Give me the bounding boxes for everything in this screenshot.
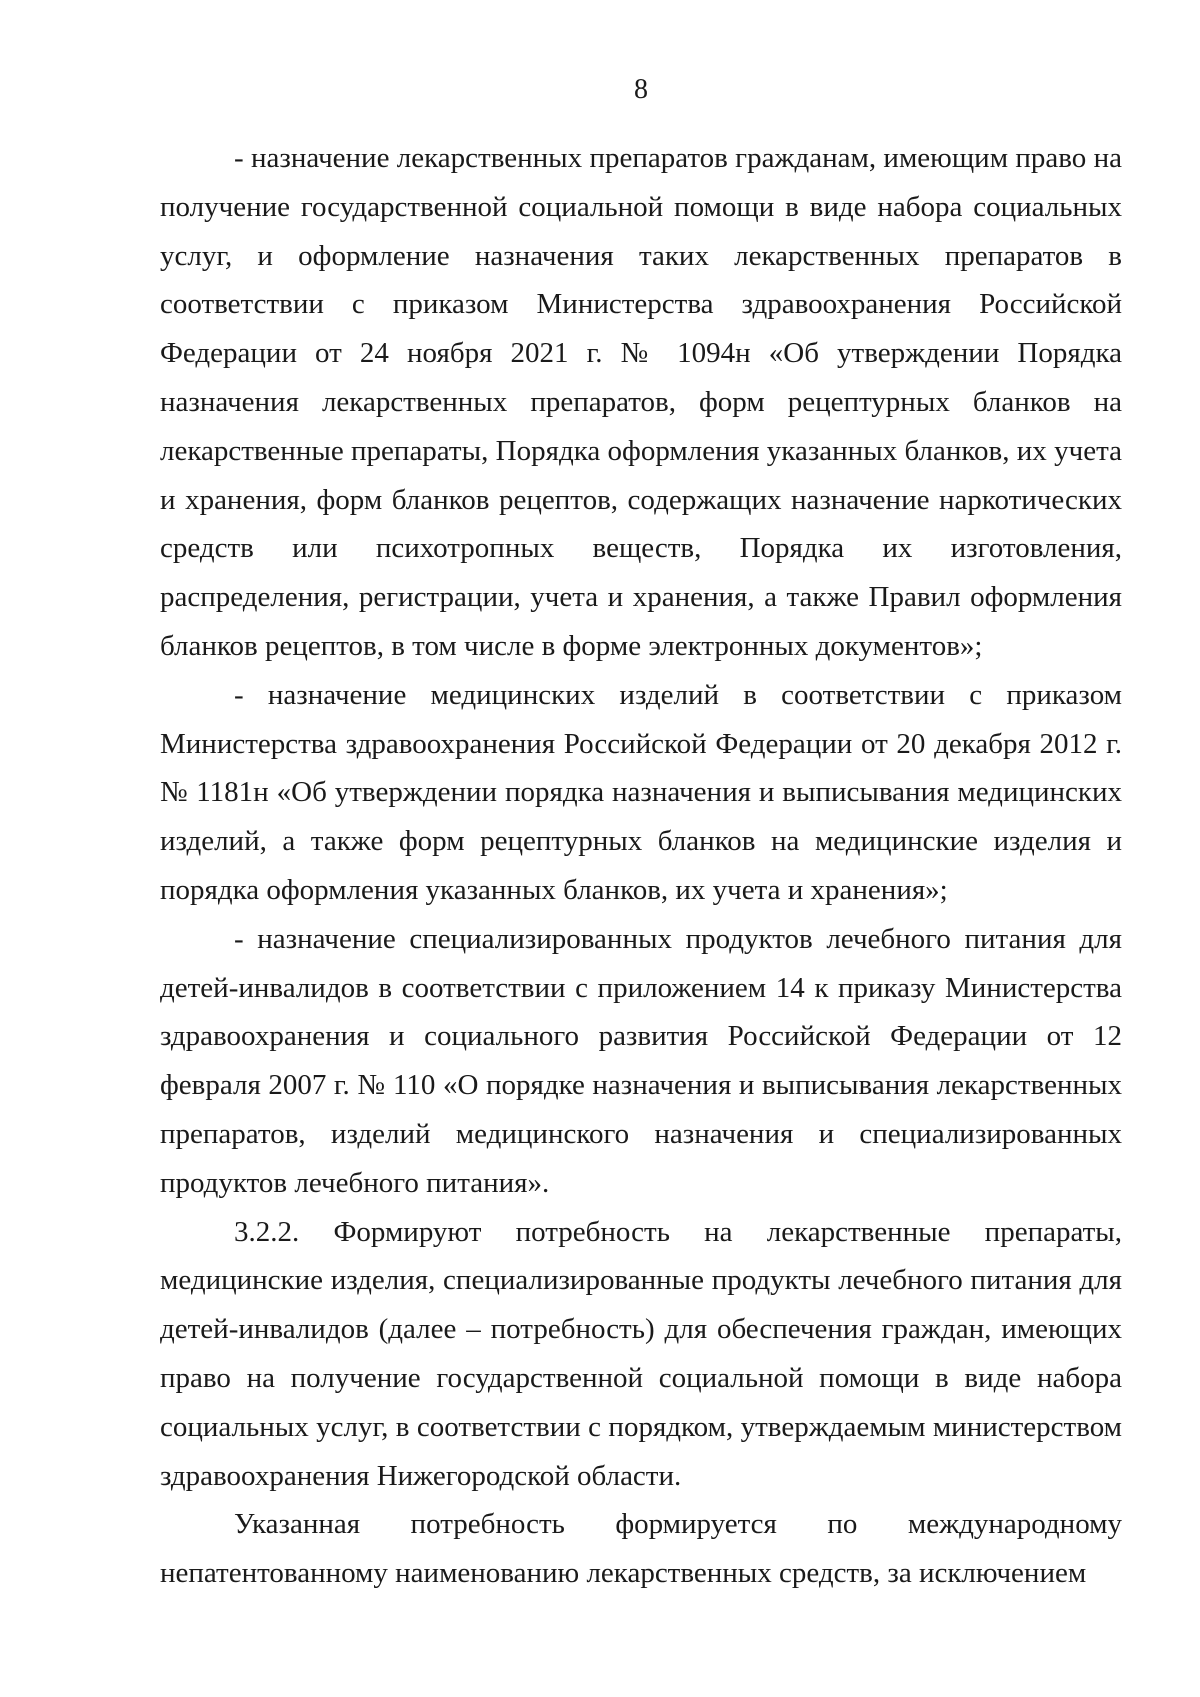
paragraph-demand-formation: Указанная потребность формируется по международному непатентованному наименованию лекарственных средств, за исключением	[160, 1508, 1122, 1590]
page-number: 8	[634, 74, 648, 105]
document-body	[160, 134, 1122, 1598]
paragraph-specialized-nutrition: - назначение специализированных продуктов лечебного питания для детей-инвалидов в соответствии с приложением 14 к приказу Министерства здравоохранения и социального развития Российской Федерации от 12 февраля 2007 г. № 110 «О порядке назначения и выписывания лекарственных препаратов, изделий медицинского назначения и специализированных продуктов лечебного питания».	[160, 922, 1122, 1199]
paragraph-medical-devices: - назначение медицинских изделий в соответствии с приказом Министерства здравоохранения Российской Федерации от 20 декабря 2012 г. № 1181н «Об утверждении порядка назначения и выписывания медицинских изделий, а также форм рецептурных бланков на медицинские изделия и порядка оформления указанных бланков, их учета и хранения»;	[160, 678, 1122, 906]
paragraph-3-2-2-demand: 3.2.2. Формируют потребность на лекарственные препараты, медицинские изделия, специализированные продукты лечебного питания для детей-инвалидов (далее – потребность) для обеспечения граждан, имеющих право на получение государственной социальной помощи в виде набора социальных услуг, в соответствии с порядком, утверждаемым министерством здравоохранения Нижегородской области.	[160, 1215, 1122, 1492]
paragraph-prescription-medicines: - назначение лекарственных препаратов гражданам, имеющим право на получение государственной социальной помощи в виде набора социальных услуг, и оформление назначения таких лекарственных препаратов в соответствии с приказом Министерства здравоохранения Российской Федерации от 24 ноября 2021 г. № 1094н «Об утверждении Порядка назначения лекарственных препаратов, форм рецептурных бланков на лекарственные препараты, Порядка оформления указанных бланков, их учета и хранения, форм бланков рецептов, содержащих назначение наркотических средств или психотропных веществ, Порядка их изготовления, распределения, регистрации, учета и хранения, а также Правил оформления бланков рецептов, в том числе в форме электронных документов»;	[160, 142, 1122, 662]
